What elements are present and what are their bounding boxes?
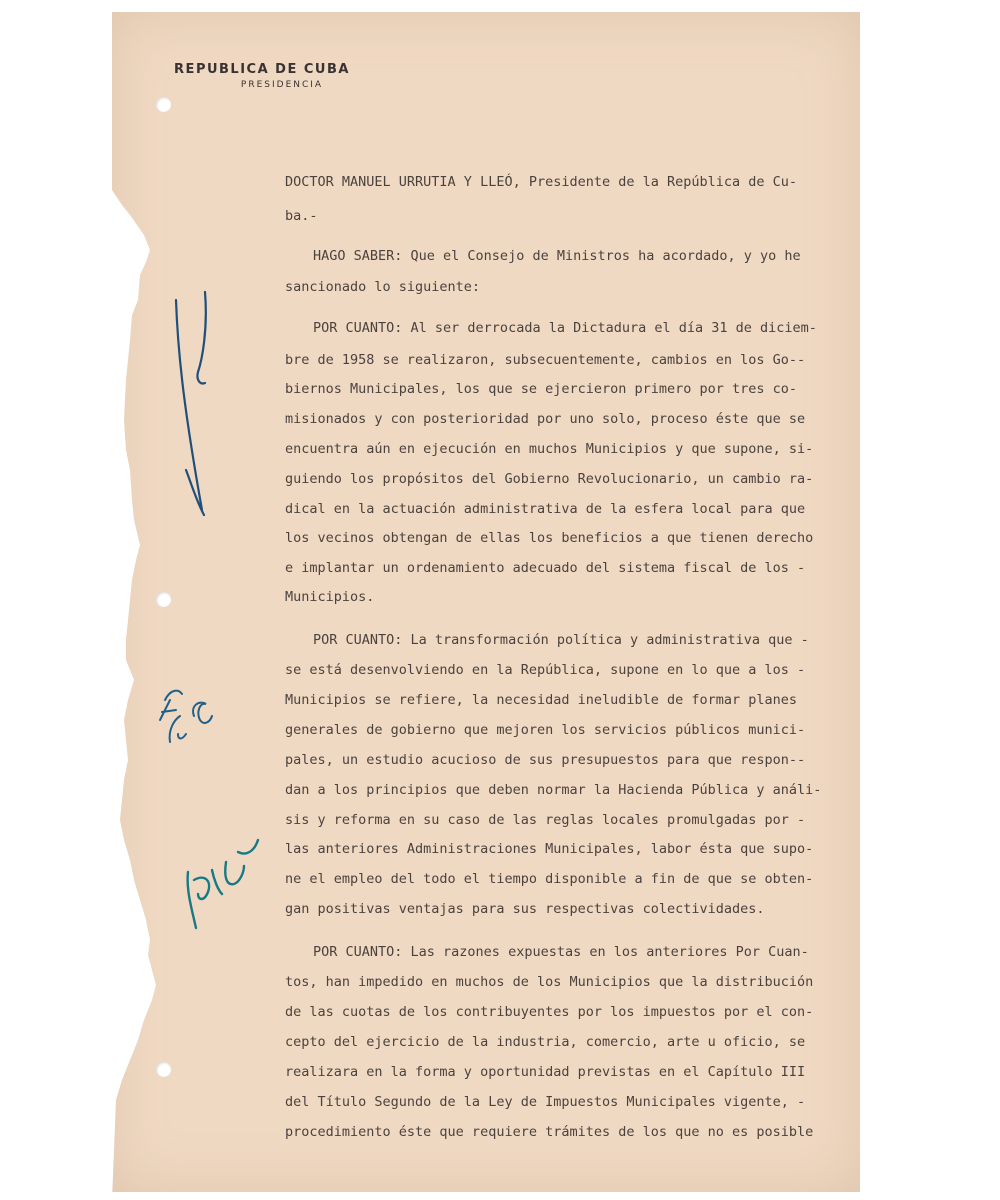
letterhead-title: REPUBLICA DE CUBA <box>174 62 350 77</box>
text-line: Municipios. <box>285 589 375 605</box>
text-line: pales, un estudio acucioso de sus presupuestos para que respon-- <box>285 752 806 768</box>
text-line: ba.- <box>285 208 318 224</box>
text-line: realizara en la forma y oportunidad previstas en el Capítulo III <box>285 1064 806 1080</box>
text-line: de las cuotas de los contribuyentes por los impuestos por el con- <box>285 1004 814 1020</box>
text-line: las anteriores Administraciones Municipales, labor ésta que supo- <box>285 841 814 857</box>
text-line: los vecinos obtengan de ellas los beneficios a que tienen derecho <box>285 530 814 546</box>
text-line: POR CUANTO: Las razones expuestas en los anteriores Por Cuan- <box>313 944 809 960</box>
text-line: se está desenvolviendo en la República, supone en lo que a los - <box>285 662 806 678</box>
text-line: gan positivas ventajas para sus respectivas colectividades. <box>285 901 765 917</box>
text-line: del Título Segundo de la Ley de Impuestos Municipales vigente, - <box>285 1094 806 1110</box>
text-line: guiendo los propósitos del Gobierno Revolucionario, un cambio ra- <box>285 471 814 487</box>
text-line: tos, han impedido en muchos de los Municipios que la distribución <box>285 974 814 990</box>
text-line: cepto del ejercicio de la industria, comercio, arte u oficio, se <box>285 1034 806 1050</box>
letterhead-subtitle: PRESIDENCIA <box>240 80 324 90</box>
text-line: e implantar un ordenamiento adecuado del sistema fiscal de los - <box>285 560 806 576</box>
text-line: biernos Municipales, los que se ejercieron primero por tres co- <box>285 381 798 397</box>
text-line: generales de gobierno que mejoren los servicios públicos munici- <box>285 722 806 738</box>
letterhead <box>162 62 362 90</box>
text-line: misionados y con posterioridad por uno solo, proceso éste que se <box>285 411 806 427</box>
text-line: ne el empleo del todo el tiempo disponible a fin de que se obten- <box>285 871 814 887</box>
text-line: HAGO SABER: Que el Consejo de Ministros ha acordado, y yo he <box>313 248 801 264</box>
text-line: sis y reforma en su caso de las reglas locales promulgadas por - <box>285 812 806 828</box>
text-line: sancionado lo siguiente: <box>285 279 481 295</box>
punch-hole-middle <box>156 592 171 607</box>
text-line: Municipios se refiere, la necesidad ineludible de formar planes <box>285 692 798 708</box>
punch-hole-bottom <box>156 1062 171 1077</box>
text-line: POR CUANTO: La transformación política y administrativa que - <box>313 632 809 648</box>
punch-hole-top <box>156 97 171 112</box>
text-line: encuentra aún en ejecución en muchos Municipios y que supone, si- <box>285 441 814 457</box>
text-line: dical en la actuación administrativa de la esfera local para que <box>285 501 806 517</box>
text-line: POR CUANTO: Al ser derrocada la Dictadura el día 31 de diciem- <box>313 320 817 336</box>
text-line: DOCTOR MANUEL URRUTIA Y LLEÓ, Presidente de la República de Cu- <box>285 174 798 190</box>
text-line: procedimiento éste que requiere trámites de los que no es posible <box>285 1124 814 1140</box>
text-line: dan a los principios que deben normar la Hacienda Pública y análi- <box>285 782 822 798</box>
text-line: bre de 1958 se realizaron, subsecuentemente, cambios en los Go-- <box>285 352 806 368</box>
